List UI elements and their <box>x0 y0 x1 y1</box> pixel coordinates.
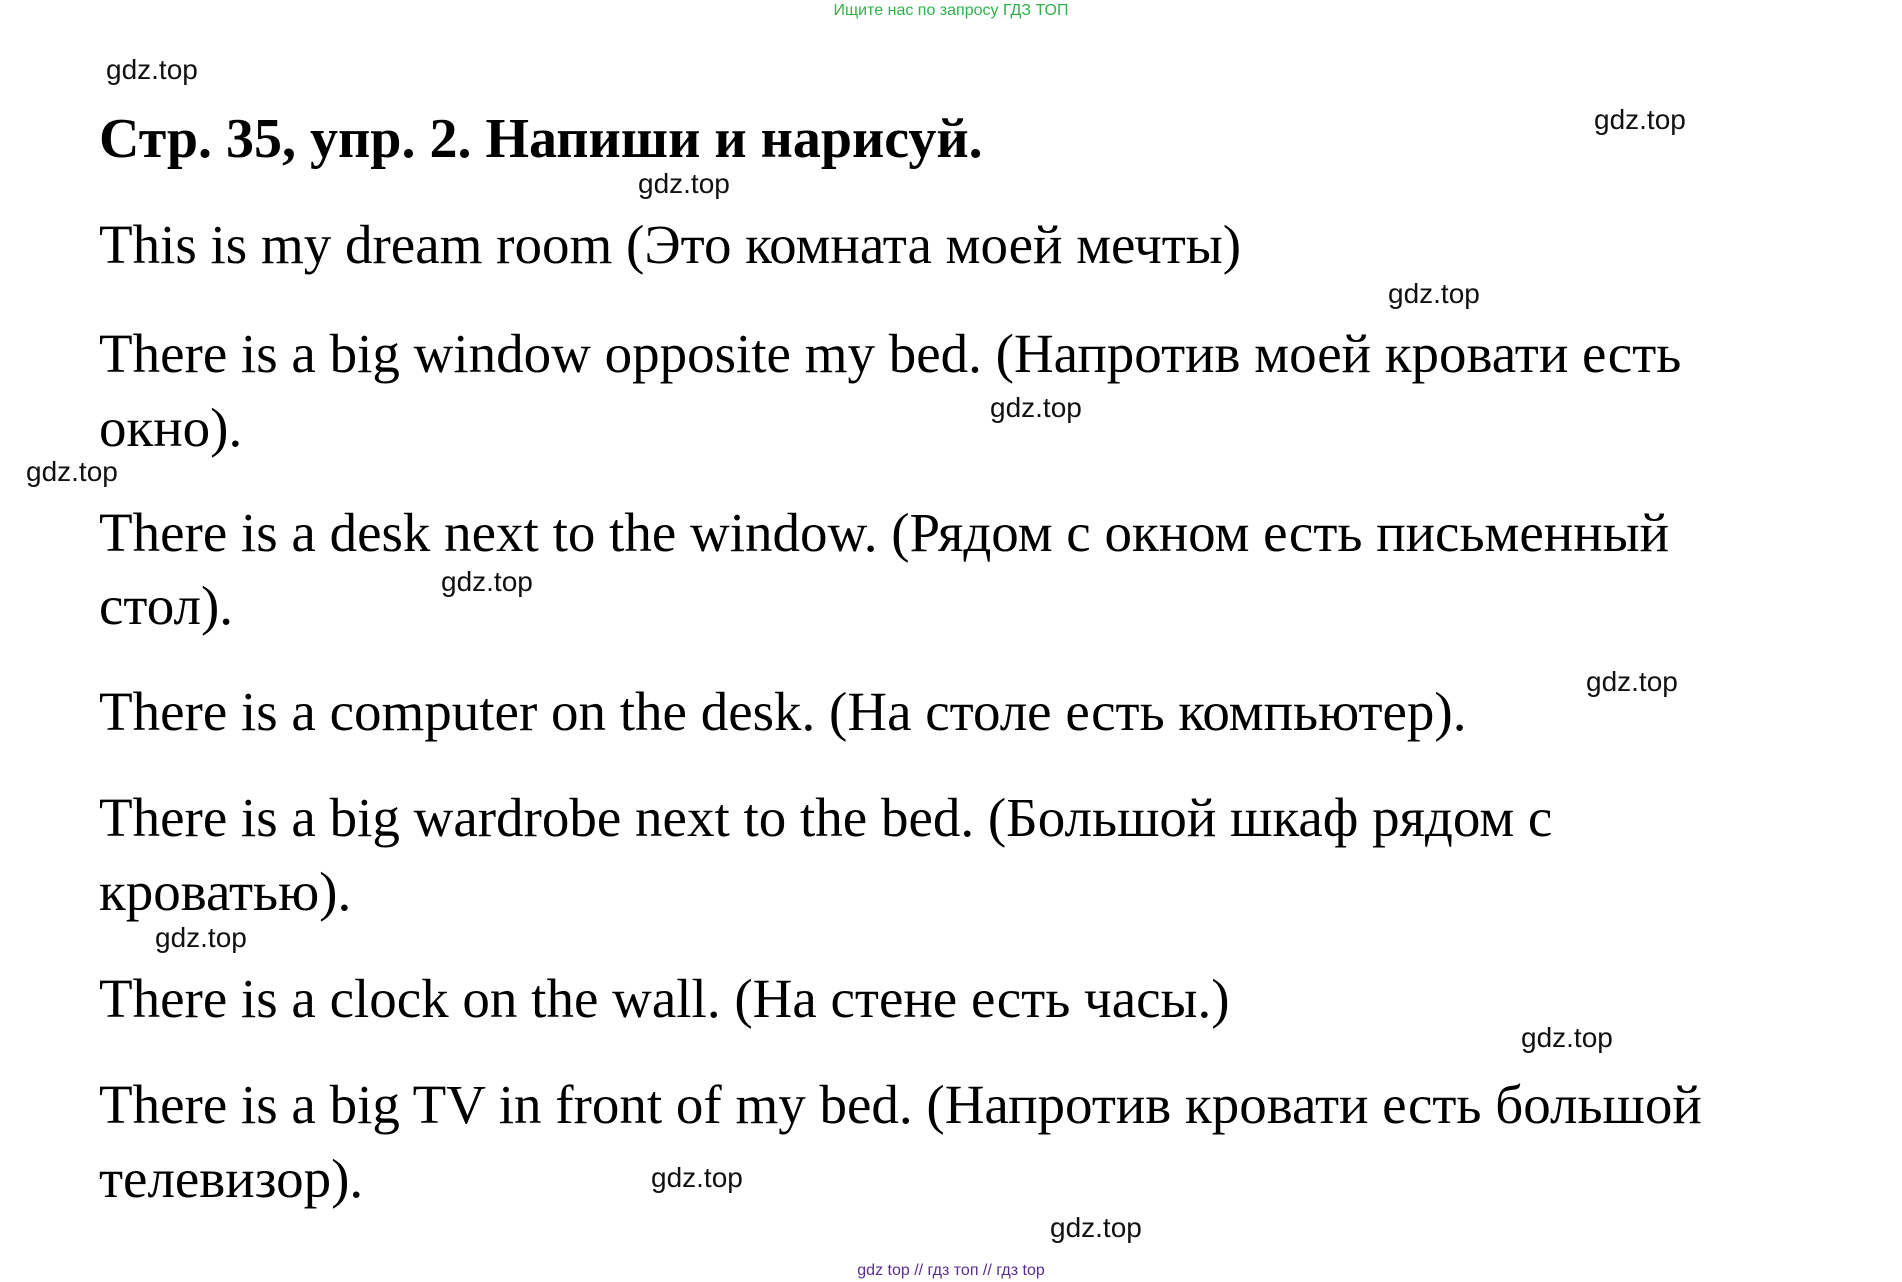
watermark: gdz.top <box>441 566 533 597</box>
text-line: телевизор). <box>99 1148 364 1209</box>
watermark: gdz.top <box>1050 1212 1142 1243</box>
watermark: gdz.top <box>1594 104 1686 135</box>
text-line: There is a big TV in front of my bed. (Напротив кровати есть большой <box>99 1074 1702 1135</box>
text-line: There is a computer on the desk. (На столе есть компьютер). <box>99 681 1467 742</box>
watermark: gdz.top <box>1586 666 1678 697</box>
watermark: gdz.top <box>1521 1022 1613 1053</box>
footer-watermark: gdz top // гдз топ // гдз top <box>857 1262 1045 1279</box>
text-line: окно). <box>99 397 243 458</box>
text-line: This is my dream room (Это комната моей мечты) <box>99 214 1242 275</box>
text-line: стол). <box>99 575 234 636</box>
page-title: Стр. 35, упр. 2. Напиши и нарисуй. <box>99 108 983 170</box>
text-line: There is a big window opposite my bed. (Напротив моей кровати есть <box>99 323 1682 384</box>
text-line: кроватью). <box>99 861 352 922</box>
top-banner: Ищите нас по запросу ГДЗ ТОП <box>833 2 1069 19</box>
text-line: There is a desk next to the window. (Рядом с окном есть письменный <box>99 502 1670 563</box>
watermark: gdz.top <box>26 456 118 487</box>
text-line: There is a big wardrobe next to the bed. (Большой шкаф рядом с <box>99 787 1553 848</box>
watermark: gdz.top <box>651 1162 743 1193</box>
watermark: gdz.top <box>155 922 247 953</box>
text-line: There is a clock on the wall. (На стене есть часы.) <box>99 968 1230 1029</box>
watermark: gdz.top <box>990 392 1082 423</box>
watermark: gdz.top <box>106 54 198 85</box>
watermark: gdz.top <box>638 168 730 199</box>
watermark: gdz.top <box>1388 278 1480 309</box>
